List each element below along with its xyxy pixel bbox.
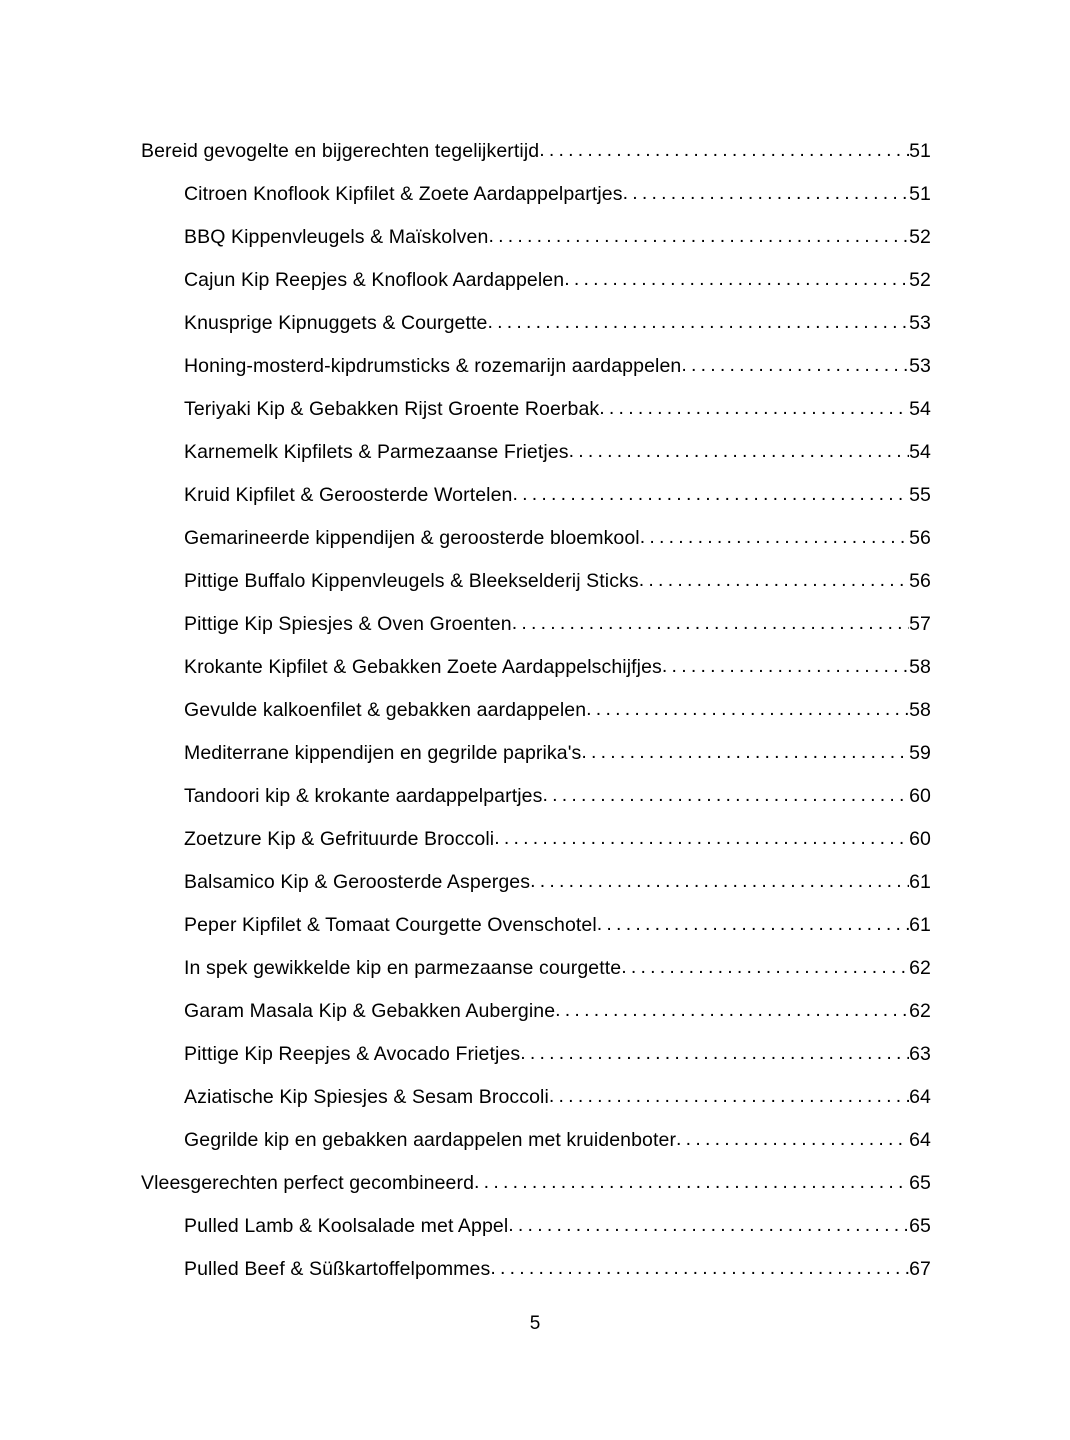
toc-entry-title: Kruid Kipfilet & Geroosterde Wortelen bbox=[184, 483, 513, 506]
toc-entry[interactable] bbox=[184, 481, 931, 524]
toc-entry[interactable] bbox=[184, 739, 931, 782]
toc-entry-page-number: 56 bbox=[909, 569, 931, 592]
toc-entry-page-number: 53 bbox=[909, 311, 931, 334]
toc-entry-title: Zoetzure Kip & Gefrituurde Broccoli bbox=[184, 827, 495, 850]
toc-entry-title: Balsamico Kip & Geroosterde Asperges bbox=[184, 870, 531, 893]
toc-entry-page-number: 62 bbox=[909, 999, 931, 1022]
toc-entry[interactable] bbox=[184, 1255, 931, 1298]
toc-entry[interactable] bbox=[184, 825, 931, 868]
toc-entry[interactable] bbox=[184, 1083, 931, 1126]
toc-entry[interactable] bbox=[184, 266, 931, 309]
toc-entry[interactable] bbox=[184, 1212, 931, 1255]
toc-entry[interactable] bbox=[184, 1040, 931, 1083]
toc-entry-page-number: 61 bbox=[909, 870, 931, 893]
toc-entry[interactable] bbox=[184, 524, 931, 567]
toc-entry-page-number: 65 bbox=[909, 1171, 931, 1194]
toc-entry-page-number: 56 bbox=[909, 526, 931, 549]
toc-entry[interactable] bbox=[184, 868, 931, 911]
toc-entry-page-number: 51 bbox=[909, 182, 931, 205]
toc-entry-title: Gegrilde kip en gebakken aardappelen met kruidenboter bbox=[184, 1128, 677, 1151]
toc-dot-leader bbox=[662, 653, 909, 673]
toc-entry-title: Gevulde kalkoenfilet & gebakken aardappelen bbox=[184, 698, 587, 721]
toc-entry-page-number: 58 bbox=[909, 655, 931, 678]
toc-entry-page-number: 52 bbox=[909, 268, 931, 291]
toc-dot-leader bbox=[508, 1212, 909, 1232]
toc-dot-leader bbox=[513, 481, 910, 501]
toc-entry-title: Tandoori kip & krokante aardappelpartjes bbox=[184, 784, 543, 807]
toc-dot-leader bbox=[490, 1255, 909, 1275]
toc-entry-title: Karnemelk Kipfilets & Parmezaanse Frietjes bbox=[184, 440, 569, 463]
toc-entry-title: Krokante Kipfilet & Gebakken Zoete Aardappelschijfjes bbox=[184, 655, 662, 678]
toc-entry[interactable] bbox=[184, 954, 931, 997]
toc-entry-page-number: 57 bbox=[909, 612, 931, 635]
toc-entry-page-number: 67 bbox=[909, 1257, 931, 1280]
toc-entry[interactable] bbox=[184, 1126, 931, 1169]
toc-entry-page-number: 65 bbox=[909, 1214, 931, 1237]
toc-entry[interactable] bbox=[184, 352, 931, 395]
toc-entry[interactable] bbox=[141, 137, 931, 180]
toc-dot-leader bbox=[586, 696, 909, 716]
toc-entry-page-number: 60 bbox=[909, 784, 931, 807]
toc-entry-title: Pittige Buffalo Kippenvleugels & Bleekselderij Sticks bbox=[184, 569, 639, 592]
toc-entry-page-number: 64 bbox=[909, 1128, 931, 1151]
table-of-contents bbox=[141, 137, 931, 1298]
toc-entry-title: Pulled Beef & Süßkartoffelpommes bbox=[184, 1257, 491, 1280]
toc-entry-page-number: 51 bbox=[909, 139, 931, 162]
toc-dot-leader bbox=[520, 1040, 909, 1060]
toc-entry[interactable] bbox=[184, 395, 931, 438]
toc-dot-leader bbox=[623, 180, 910, 200]
toc-dot-leader bbox=[494, 825, 909, 845]
toc-entry-title: Gemarineerde kippendijen & geroosterde bloemkool bbox=[184, 526, 640, 549]
toc-dot-leader bbox=[599, 395, 909, 415]
toc-entry-title: Mediterrane kippendijen en gegrilde paprika's bbox=[184, 741, 582, 764]
toc-entry-title: Aziatische Kip Spiesjes & Sesam Broccoli bbox=[184, 1085, 549, 1108]
page-footer bbox=[0, 1313, 1070, 1335]
toc-entry-title: Teriyaki Kip & Gebakken Rijst Groente Roerbak bbox=[184, 397, 600, 420]
toc-dot-leader bbox=[681, 352, 909, 372]
toc-dot-leader bbox=[555, 997, 909, 1017]
toc-entry-page-number: 53 bbox=[909, 354, 931, 377]
toc-dot-leader bbox=[640, 524, 909, 544]
toc-entry-page-number: 54 bbox=[909, 440, 931, 463]
toc-dot-leader bbox=[539, 137, 909, 157]
toc-dot-leader bbox=[488, 223, 909, 243]
toc-entry-page-number: 64 bbox=[909, 1085, 931, 1108]
toc-dot-leader bbox=[581, 739, 909, 759]
toc-entry-page-number: 63 bbox=[909, 1042, 931, 1065]
toc-dot-leader bbox=[676, 1126, 909, 1146]
toc-entry[interactable] bbox=[184, 911, 931, 954]
toc-entry[interactable] bbox=[184, 567, 931, 610]
toc-entry-page-number: 58 bbox=[909, 698, 931, 721]
toc-entry[interactable] bbox=[184, 180, 931, 223]
toc-entry-title: Knusprige Kipnuggets & Courgette bbox=[184, 311, 488, 334]
toc-dot-leader bbox=[512, 610, 909, 630]
toc-entry-page-number: 61 bbox=[909, 913, 931, 936]
toc-entry-title: Garam Masala Kip & Gebakken Aubergine bbox=[184, 999, 556, 1022]
toc-entry[interactable] bbox=[141, 1169, 931, 1212]
toc-dot-leader bbox=[621, 954, 909, 974]
toc-entry-title: Citroen Knoflook Kipfilet & Zoete Aardappelpartjes bbox=[184, 182, 623, 205]
toc-entry[interactable] bbox=[184, 997, 931, 1040]
toc-dot-leader bbox=[549, 1083, 909, 1103]
toc-entry-page-number: 59 bbox=[909, 741, 931, 764]
toc-entry-title: Cajun Kip Reepjes & Knoflook Aardappelen bbox=[184, 268, 565, 291]
toc-entry-title: Bereid gevogelte en bijgerechten tegelijkertijd bbox=[141, 139, 540, 162]
toc-entry[interactable] bbox=[184, 438, 931, 481]
toc-entry-title: Vleesgerechten perfect gecombineerd bbox=[141, 1171, 475, 1194]
toc-dot-leader bbox=[487, 309, 909, 329]
toc-entry[interactable] bbox=[184, 223, 931, 266]
footer-page-number: 5 bbox=[529, 1313, 541, 1334]
toc-entry[interactable] bbox=[184, 653, 931, 696]
toc-entry-page-number: 54 bbox=[909, 397, 931, 420]
toc-entry-page-number: 60 bbox=[909, 827, 931, 850]
toc-entry-title: Pulled Lamb & Koolsalade met Appel bbox=[184, 1214, 509, 1237]
toc-entry-title: BBQ Kippenvleugels & Maïskolven bbox=[184, 225, 489, 248]
toc-entry-page-number: 52 bbox=[909, 225, 931, 248]
toc-entry-title: Peper Kipfilet & Tomaat Courgette Ovenschotel bbox=[184, 913, 597, 936]
toc-entry[interactable] bbox=[184, 610, 931, 653]
toc-dot-leader bbox=[639, 567, 909, 587]
toc-dot-leader bbox=[597, 911, 909, 931]
toc-entry-title: Honing-mosterd-kipdrumsticks & rozemarijn aardappelen bbox=[184, 354, 682, 377]
toc-entry-title: Pittige Kip Spiesjes & Oven Groenten bbox=[184, 612, 512, 635]
toc-dot-leader bbox=[569, 438, 910, 458]
toc-entry-page-number: 62 bbox=[909, 956, 931, 979]
toc-entry-title: In spek gewikkelde kip en parmezaanse courgette bbox=[184, 956, 622, 979]
toc-entry[interactable] bbox=[184, 309, 931, 352]
toc-dot-leader bbox=[564, 266, 909, 286]
toc-dot-leader bbox=[530, 868, 909, 888]
toc-dot-leader bbox=[474, 1169, 909, 1189]
toc-dot-leader bbox=[542, 782, 909, 802]
toc-entry[interactable] bbox=[184, 696, 931, 739]
toc-entry[interactable] bbox=[184, 782, 931, 825]
toc-entry-page-number: 55 bbox=[909, 483, 931, 506]
toc-entry-title: Pittige Kip Reepjes & Avocado Frietjes bbox=[184, 1042, 521, 1065]
